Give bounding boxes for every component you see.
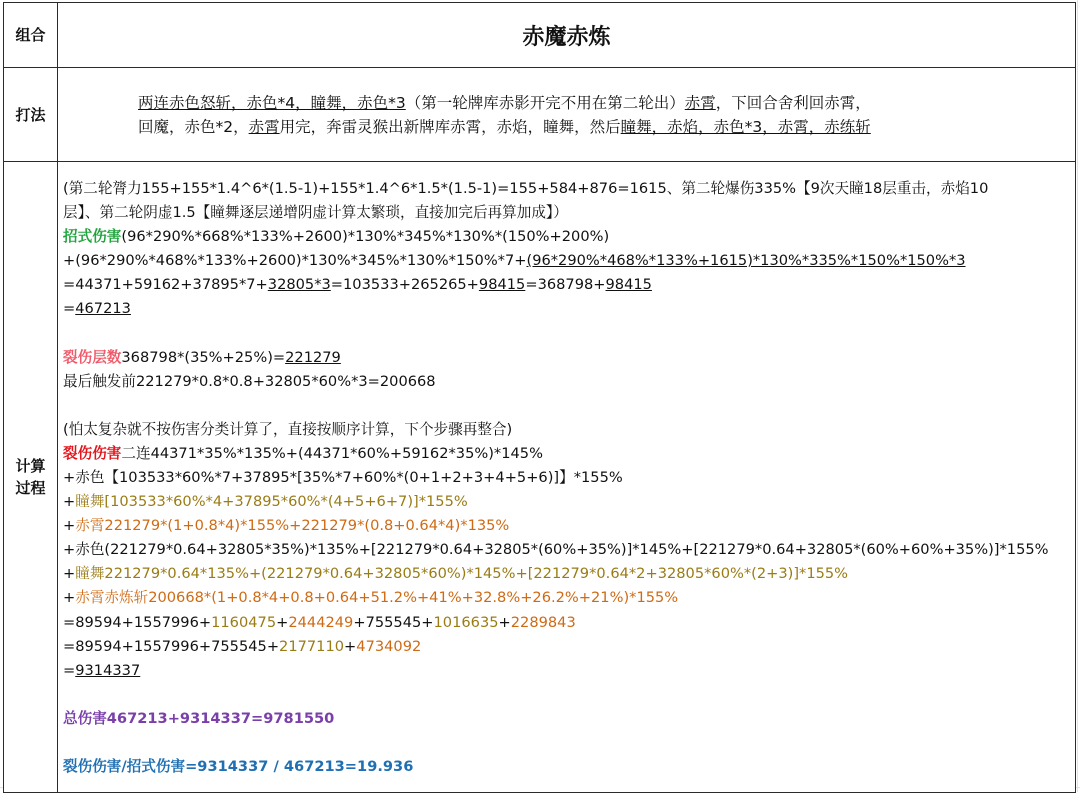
play-label-text: 打法: [15, 105, 46, 124]
calc-text-segment: 裂伤伤害/招式伤害=9314337 / 467213=19.936: [63, 757, 414, 775]
calc-line: [63, 635, 1071, 659]
calc-text-segment: (96*290%*668%*133%+2600)*130%*345%*130%*(150%+200%): [121, 228, 610, 246]
calc-line: [63, 177, 1071, 201]
calc-text-segment: 98415: [478, 276, 526, 294]
calc-text-segment: +: [63, 589, 76, 607]
calc-line: [63, 538, 1071, 562]
calc-line: [63, 562, 1071, 586]
calc-text-segment: =89594+1557996+755545+: [63, 637, 280, 655]
play-row: [4, 68, 1076, 162]
calc-text-segment: =89594+1557996+: [63, 613, 212, 631]
calc-text-segment: 32805*3: [267, 276, 331, 294]
calc-text-segment: 二连44371*35%*135%+(44371*60%+59162*35%)*145%: [121, 444, 543, 462]
calc-text-segment: (怕太复杂就不按伤害分类计算了，直接按顺序计算，下个步骤再整合): [63, 420, 513, 438]
calc-text-segment: 467213: [75, 300, 131, 318]
calc-line: [63, 586, 1071, 610]
blank-line: [63, 322, 1071, 346]
calc-text-segment: 瞳舞[103533*60%*4+37895*60%*(4+5+6+7)]*155%: [75, 493, 468, 511]
calc-text-segment: 2177110: [279, 637, 345, 655]
calc-text-segment: 瞳舞221279*0.64*135%+(221279*0.64+32805*60%)*145%+[221279*0.64*2+32805*60%*(2+3)]*155%: [75, 565, 849, 583]
calc-text-segment: 裂伤伤害: [63, 444, 122, 462]
calc-line: [63, 418, 1071, 442]
blank-line: [63, 683, 1071, 707]
calc-text-segment: +: [63, 565, 76, 583]
calc-line: [63, 249, 1071, 273]
play-line-2: [138, 115, 1075, 139]
calc-text-segment: =: [63, 300, 76, 318]
calc-text-segment: =368798+: [525, 276, 606, 294]
calc-text-segment: =103533+265265+: [330, 276, 479, 294]
calc-text-segment: +: [344, 637, 357, 655]
calc-text-segment: +(96*290%*468%*133%+2600)*130%*345%*130%*150%*7+: [63, 252, 527, 270]
calc-text-segment: 368798*(35%+25%)=: [121, 348, 286, 366]
calc-text-segment: 2444249: [288, 613, 354, 631]
calc-text-segment: +赤色(221279*0.64+32805*35%)*135%+[221279*0.64+32805*(60%+35%)]*145%+[221279*0.64+32805*(60%+60%+35%)]*155%: [63, 541, 1049, 559]
combo-label[interactable]: [4, 3, 58, 68]
calc-text-segment: 2289843: [510, 613, 576, 631]
grid-line: [1077, 0, 1078, 792]
calc-text-segment: +: [63, 493, 76, 511]
calc-line: [63, 707, 1071, 731]
play-label[interactable]: [4, 68, 58, 162]
play-text-segment: 两连赤色怒斩，赤色*4，瞳舞，赤色*3: [138, 93, 406, 112]
calc-text-segment: =: [63, 661, 76, 679]
blank-line: [63, 731, 1071, 755]
calc-text-segment: 招式伤害: [63, 228, 122, 246]
calc-line: [63, 346, 1071, 370]
calc-text-segment: +: [63, 517, 76, 535]
play-text-segment: 回魔，赤色*2，: [138, 117, 249, 136]
calc-line: [63, 201, 1071, 225]
calc-line: [63, 225, 1071, 249]
play-text-segment: ，下回合舍利回赤霄，: [715, 93, 871, 112]
play-text-segment: （第一轮牌库赤影开完不用在第二轮出）: [405, 93, 685, 112]
combo-title: 赤魔赤炼: [522, 24, 611, 50]
calc-text-segment: 4734092: [356, 637, 422, 655]
calc-text-segment: 赤霄赤炼斩200668*(1+0.8*4+0.8+0.64+51.2%+41%+32.8%+26.2%+21%)*155%: [75, 589, 679, 607]
calc-line: [63, 611, 1071, 635]
calc-text-segment: 9314337: [75, 661, 141, 679]
calc-text-segment: +: [498, 613, 511, 631]
calc-line: [63, 442, 1071, 466]
combo-label-text: 组合: [15, 26, 46, 44]
play-text-segment: 用完，奔雷灵猴出新牌库赤霄，赤焰，瞳舞，然后: [279, 117, 621, 136]
calc-text-segment: (96*290%*468%*133%+1615)*130%*335%*150%*150%*3: [526, 252, 966, 270]
combo-title-cell[interactable]: [58, 3, 1076, 68]
calc-text-segment: 98415: [605, 276, 652, 294]
calc-line: [63, 514, 1071, 538]
calc-line: [63, 755, 1071, 779]
spreadsheet-table: [3, 2, 1076, 793]
calc-text-segment: +755545+: [353, 613, 434, 631]
combo-row: [4, 3, 1076, 68]
calc-line: [63, 659, 1071, 683]
play-text-segment: 瞳舞，赤焰，赤色*3，赤霄，赤练斩: [620, 117, 871, 136]
calc-text-segment: 总伤害467213+9314337=9781550: [63, 709, 335, 727]
play-text-segment: 赤霄: [248, 117, 280, 136]
calc-text-segment: +赤色【103533*60%*7+37895*[35%*7+60%*(0+1+2+3+4+5+6)]】*155%: [63, 468, 623, 486]
calc-text-segment: =44371+59162+37895*7+: [63, 276, 268, 294]
calc-label-line-1: 计算: [15, 457, 46, 475]
calc-label[interactable]: [4, 162, 58, 793]
calc-text-segment: 赤霄221279*(1+0.8*4)*155%+221279*(0.8+0.64*4)*135%: [75, 517, 510, 535]
calc-text-segment: 裂伤层数: [63, 348, 122, 366]
blank-line: [63, 394, 1071, 418]
calc-text-segment: +: [276, 613, 289, 631]
calc-line: [63, 466, 1071, 490]
calc-text-segment: 最后触发前221279*0.8*0.8+32805*60%*3=200668: [63, 372, 436, 390]
calc-label-line-2: 过程: [15, 479, 46, 497]
calc-line: [63, 370, 1071, 394]
calc-line: [63, 297, 1071, 321]
calc-line: [63, 273, 1071, 297]
play-line-1: [138, 91, 1075, 115]
calc-row: [4, 162, 1076, 793]
play-cell[interactable]: [58, 68, 1076, 162]
calc-text-segment: 1160475: [211, 613, 277, 631]
calc-text-segment: 1016635: [433, 613, 499, 631]
calc-cell[interactable]: [58, 162, 1076, 793]
calc-text-segment: 层】、第二轮阴虚1.5【瞳舞逐层递增阴虚计算太繁琐，直接加完后再算加成】）: [63, 204, 568, 222]
calc-line: [63, 490, 1071, 514]
play-text-segment: 赤霄: [684, 93, 716, 112]
calc-text-segment: 221279: [285, 348, 341, 366]
calc-text-segment: (第二轮膂力155+155*1.4^6*(1.5-1)+155*1.4^6*1.5*(1.5-1)=155+584+876=1615、第二轮爆伤335%【9次天瞳18层重击，赤焰10: [63, 180, 989, 198]
